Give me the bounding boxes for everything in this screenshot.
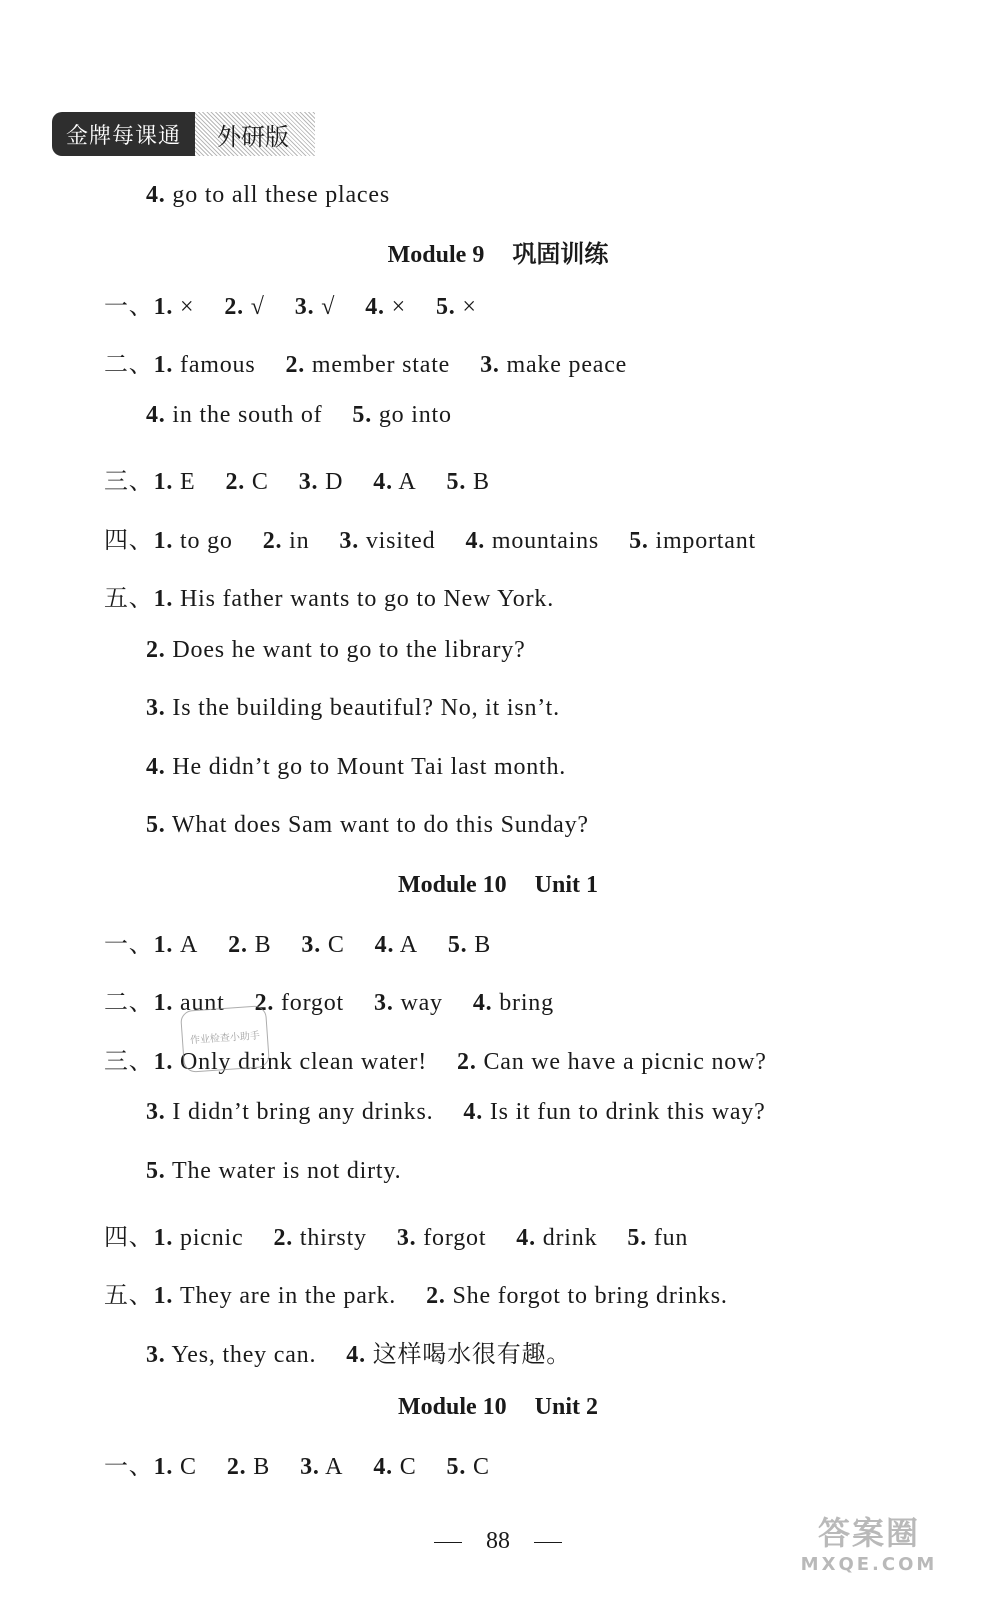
answer-number: 5.: [446, 469, 467, 495]
answer-text: ×: [180, 294, 195, 320]
answer-number: 5.: [446, 1454, 467, 1480]
answer-item: [346, 1342, 571, 1368]
answer-item: [447, 469, 490, 495]
answer-number: 3.: [480, 352, 500, 378]
section-marker: 一、: [104, 932, 154, 958]
section-marker: 二、: [104, 990, 154, 1016]
answer-text: B: [474, 932, 492, 958]
answer-number: 5.: [627, 1225, 647, 1251]
answer-line: [104, 924, 521, 959]
answer-number: 3.: [146, 1099, 166, 1125]
section-title: [0, 872, 996, 899]
answer-item: [154, 352, 256, 378]
answer-text: C: [180, 1454, 197, 1480]
answer-text: in the south of: [172, 402, 323, 428]
answer-text: I didn’t bring any drinks.: [172, 1099, 434, 1125]
answer-text: famous: [180, 352, 256, 378]
answer-text: picnic: [180, 1225, 244, 1251]
answer-line: [146, 695, 590, 722]
answer-number: 3.: [298, 469, 319, 495]
page-header: [52, 112, 315, 156]
answer-number: 4.: [373, 1454, 393, 1480]
brand-label: 金牌每课通: [52, 112, 195, 156]
answer-text: C: [327, 932, 345, 958]
answer-item: [228, 932, 271, 958]
answer-item: [146, 637, 526, 663]
answer-item: [375, 932, 418, 958]
section-marker: 一、: [104, 1454, 154, 1480]
answer-number: 5.: [352, 402, 373, 428]
answer-text: member state: [311, 352, 451, 378]
answer-number: 2.: [225, 469, 246, 495]
answer-text: mountains: [491, 528, 600, 554]
answer-item: [516, 1225, 597, 1251]
answer-number: 1.: [153, 990, 174, 1016]
answer-text: ×: [391, 294, 406, 320]
section-title-part: 巩固训练: [512, 240, 609, 268]
answer-item: [146, 182, 390, 208]
section-title-part: Module 10: [397, 872, 507, 898]
answer-text: go to all these places: [172, 182, 390, 208]
answer-item: [295, 294, 335, 320]
answer-text: D: [325, 469, 344, 495]
answer-item: [457, 1049, 767, 1075]
answer-item: [285, 352, 450, 378]
answer-text: What does Sam want to do this Sunday?: [171, 812, 589, 838]
answer-text: thirsty: [299, 1225, 367, 1251]
answer-item: [154, 1454, 197, 1480]
answer-item: [301, 932, 344, 958]
answer-text: B: [253, 1454, 271, 1480]
answer-text: His father wants to go to New York.: [180, 586, 555, 612]
answer-line: [104, 520, 786, 555]
answer-item: [154, 1283, 396, 1309]
answer-line: [104, 982, 584, 1017]
answer-item: [154, 1225, 244, 1251]
answer-number: 5.: [146, 812, 166, 838]
section-marker: 二、: [104, 352, 154, 378]
answer-number: 3.: [146, 695, 166, 721]
answer-item: [146, 1342, 316, 1368]
answer-line: [104, 461, 520, 496]
answer-item: [227, 1454, 270, 1480]
answer-item: [154, 294, 195, 320]
section-marker: 五、: [104, 1283, 154, 1309]
answer-text: The water is not dirty.: [171, 1158, 402, 1184]
answer-text: √: [250, 294, 265, 320]
answer-item: [154, 932, 199, 958]
answer-item: [480, 352, 627, 378]
section-marker: 一、: [104, 294, 154, 320]
answer-text: way: [400, 990, 443, 1016]
answer-text: E: [180, 469, 196, 495]
answer-line: [146, 754, 596, 781]
answer-item: [352, 402, 451, 428]
answer-item: [627, 1225, 688, 1251]
answer-item: [436, 294, 477, 320]
answer-text: drink: [542, 1225, 598, 1251]
footer-dash-right: [534, 1542, 562, 1543]
answer-number: 2.: [228, 932, 248, 958]
section-title: [0, 1394, 996, 1421]
answer-number: 1.: [153, 1049, 174, 1075]
answer-item: [224, 294, 264, 320]
answer-number: 1.: [153, 294, 174, 320]
answer-number: 2.: [254, 990, 275, 1016]
section-title-part: Unit 2: [534, 1394, 598, 1420]
answer-text: forgot: [280, 990, 345, 1016]
answer-text: √: [321, 294, 336, 320]
answer-number: 3.: [374, 990, 394, 1016]
footer-dash-left: [434, 1542, 462, 1543]
answer-line: [146, 182, 420, 209]
answer-number: 3.: [300, 1454, 320, 1480]
answer-line: [104, 1217, 718, 1252]
answer-item: [154, 469, 196, 495]
answer-number: 1.: [153, 352, 174, 378]
answer-text: A: [398, 469, 417, 495]
section-marker: 四、: [104, 1225, 154, 1251]
answer-item: [373, 1454, 416, 1480]
section-title-part: Module 10: [397, 1394, 507, 1420]
answer-text: Can we have a picnic now?: [483, 1049, 767, 1075]
answer-item: [465, 528, 599, 554]
answer-number: 3.: [294, 294, 315, 320]
answer-text: fun: [653, 1225, 689, 1251]
answer-number: 1.: [153, 586, 174, 612]
section-marker: 四、: [104, 528, 154, 554]
answer-item: [154, 528, 233, 554]
answer-text: Does he want to go to the library?: [172, 637, 526, 663]
answer-text: forgot: [423, 1225, 487, 1251]
answer-item: [146, 1099, 433, 1125]
answer-number: 4.: [463, 1099, 484, 1125]
answer-text: bring: [499, 990, 554, 1016]
answer-number: 1.: [153, 469, 174, 495]
answer-number: 1.: [153, 1225, 174, 1251]
answer-text: She forgot to bring drinks.: [452, 1283, 728, 1309]
answer-number: 4.: [146, 182, 166, 208]
answer-text: go into: [378, 402, 452, 428]
answer-line: [146, 812, 619, 839]
watermark-top: 答案圈: [817, 1514, 920, 1552]
answer-number: 3.: [339, 528, 360, 554]
answer-number: 4.: [472, 990, 493, 1016]
answer-number: 1.: [153, 1283, 174, 1309]
answer-line: [146, 402, 482, 429]
answer-line: [104, 578, 584, 613]
answer-item: [365, 294, 406, 320]
answer-number: 2.: [146, 637, 166, 663]
answer-item: [146, 754, 566, 780]
answer-item: [154, 586, 554, 612]
answer-number: 2.: [285, 352, 306, 378]
answer-text: important: [655, 528, 757, 554]
answer-text: C: [399, 1454, 417, 1480]
answer-text: ×: [462, 294, 477, 320]
answer-line: [146, 1158, 431, 1185]
page-number: 88: [486, 1528, 510, 1554]
answer-number: 5.: [435, 294, 456, 320]
answer-text: A: [180, 932, 199, 958]
section-marker: 三、: [104, 1049, 154, 1075]
answer-item: [226, 469, 269, 495]
answer-number: 2.: [224, 294, 244, 320]
answer-text: 这样喝水很有趣。: [372, 1342, 572, 1368]
answer-item: [300, 1454, 343, 1480]
answer-text: aunt: [180, 990, 225, 1016]
answer-line: [104, 286, 507, 321]
section-title: [0, 234, 996, 269]
watermark-logo: [764, 1508, 974, 1590]
answer-text: A: [399, 932, 418, 958]
answer-number: 5.: [629, 528, 649, 554]
answer-number: 1.: [153, 1454, 174, 1480]
answer-number: 2.: [273, 1225, 294, 1251]
answer-text: Only drink clean water!: [180, 1049, 428, 1075]
section-title-part: Module 9: [387, 242, 485, 268]
answer-item: [374, 990, 443, 1016]
answer-text: to go: [180, 528, 233, 554]
answer-item: [146, 812, 589, 838]
answer-item: [273, 1225, 366, 1251]
answer-number: 2.: [262, 528, 283, 554]
section-marker: 三、: [104, 469, 154, 495]
answer-number: 5.: [146, 1158, 166, 1184]
answer-line: [146, 1099, 796, 1126]
answer-item: [463, 1099, 765, 1125]
answer-line: [104, 1275, 758, 1310]
answer-number: 3.: [146, 1342, 166, 1368]
section-title-part: Unit 1: [534, 872, 598, 898]
answer-text: Is it fun to drink this way?: [489, 1099, 766, 1125]
answer-number: 4.: [373, 469, 393, 495]
answer-item: [263, 528, 310, 554]
answer-item: [146, 402, 322, 428]
answer-number: 2.: [426, 1283, 446, 1309]
answer-text: B: [254, 932, 272, 958]
answer-item: [339, 528, 435, 554]
answer-number: 4.: [374, 932, 395, 958]
answer-item: [448, 932, 491, 958]
answer-item: [146, 695, 560, 721]
answer-item: [397, 1225, 486, 1251]
answer-text: in: [289, 528, 310, 554]
answer-number: 1.: [153, 528, 174, 554]
answer-number: 2.: [457, 1049, 477, 1075]
answer-item: [629, 528, 756, 554]
answer-text: Yes, they can.: [171, 1342, 317, 1368]
answer-number: 4.: [146, 402, 166, 428]
section-marker: 五、: [104, 586, 154, 612]
stamp: 作业检查小助手: [180, 1005, 270, 1073]
answer-number: 4.: [465, 528, 486, 554]
answer-line: [104, 344, 657, 379]
answer-number: 5.: [447, 932, 468, 958]
answer-text: Is the building beautiful? No, it isn’t.: [172, 695, 560, 721]
answer-text: make peace: [506, 352, 628, 378]
answer-item: [447, 1454, 490, 1480]
answer-number: 4.: [146, 754, 166, 780]
answer-item: [146, 1158, 401, 1184]
answer-number: 4.: [365, 294, 385, 320]
answer-number: 4.: [346, 1342, 366, 1368]
answer-line: [104, 1446, 520, 1481]
answer-text: C: [251, 469, 269, 495]
answer-number: 2.: [226, 1454, 247, 1480]
answer-text: He didn’t go to Mount Tai last month.: [172, 754, 567, 780]
answer-line: [146, 637, 556, 664]
answer-number: 1.: [153, 932, 174, 958]
answer-text: C: [472, 1454, 490, 1480]
edition-label: 外研版: [195, 112, 315, 156]
answer-text: A: [325, 1454, 344, 1480]
watermark-bottom: MXQE.COM: [800, 1554, 938, 1575]
answer-number: 4.: [516, 1225, 536, 1251]
answer-item: [299, 469, 344, 495]
answer-number: 3.: [396, 1225, 417, 1251]
answer-item: [426, 1283, 728, 1309]
answer-text: visited: [365, 528, 436, 554]
answer-number: 3.: [301, 932, 322, 958]
answer-text: They are in the park.: [180, 1283, 397, 1309]
answer-item: [373, 469, 416, 495]
answer-line: [146, 1334, 601, 1369]
answer-item: [255, 990, 344, 1016]
answer-text: B: [472, 469, 490, 495]
answer-item: [473, 990, 554, 1016]
